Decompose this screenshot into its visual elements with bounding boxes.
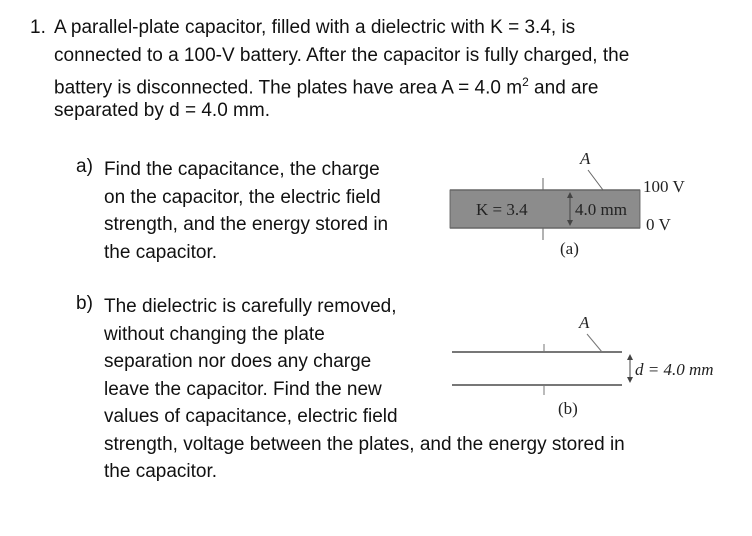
area-pointer-a: [588, 170, 603, 190]
area-label-b: A: [579, 313, 590, 332]
part-b-line-1: The dielectric is carefully removed,: [104, 296, 397, 317]
area-unit-superscript: 2: [522, 75, 529, 89]
problem-line-4: separated by d = 4.0 mm.: [54, 99, 270, 121]
figure-a-caption: (a): [560, 239, 579, 258]
gap-arrow-up-head-b: [627, 354, 633, 360]
bottom-voltage-label: 0 V: [646, 215, 671, 234]
top-voltage-label: 100 V: [643, 177, 685, 196]
part-b-line-5: values of capacitance, electric field: [104, 406, 398, 427]
problem-number: 1.: [30, 17, 46, 38]
part-b-line-4: leave the capacitor. Find the new: [104, 378, 382, 400]
problem-line-3-text: battery is disconnected. The plates have area A = 4.0 m: [54, 77, 523, 99]
part-b-line-7: the capacitor.: [104, 461, 218, 482]
part-a-line-1: Find the capacitance, the charge: [104, 159, 380, 180]
part-b-line-6: strength, voltage between the plates, and the energy stored in: [104, 433, 625, 455]
problem-line-1: A parallel-plate capacitor, filled with a dielectric with K = 3.4, is: [54, 17, 576, 38]
capacitor-figure-a: [440, 148, 685, 268]
problem-line-3-tail: and are: [528, 77, 599, 99]
dielectric-label: K = 3.4: [476, 200, 528, 219]
part-b-line-2: without changing the plate: [104, 323, 325, 345]
capacitor-figure-b: [440, 310, 740, 420]
gap-arrow-down-head-b: [627, 377, 633, 383]
part-a-line-4: the capacitor.: [104, 241, 218, 263]
part-b-line-3: separation nor does any charge: [104, 351, 372, 372]
gap-label-a: 4.0 mm: [575, 200, 627, 219]
gap-label-b: d = 4.0 mm: [635, 360, 714, 379]
part-a-label: a): [76, 156, 93, 177]
area-label-a: A: [580, 149, 591, 168]
area-pointer-b: [587, 334, 602, 352]
part-b-label: b): [76, 293, 93, 314]
problem-line-2: connected to a 100-V battery. After the capacitor is fully charged, the: [54, 44, 630, 66]
part-a-line-3: strength, and the energy stored in: [104, 214, 389, 235]
figure-b-caption: (b): [558, 399, 578, 418]
part-a-line-2: on the capacitor, the electric field: [104, 186, 381, 208]
